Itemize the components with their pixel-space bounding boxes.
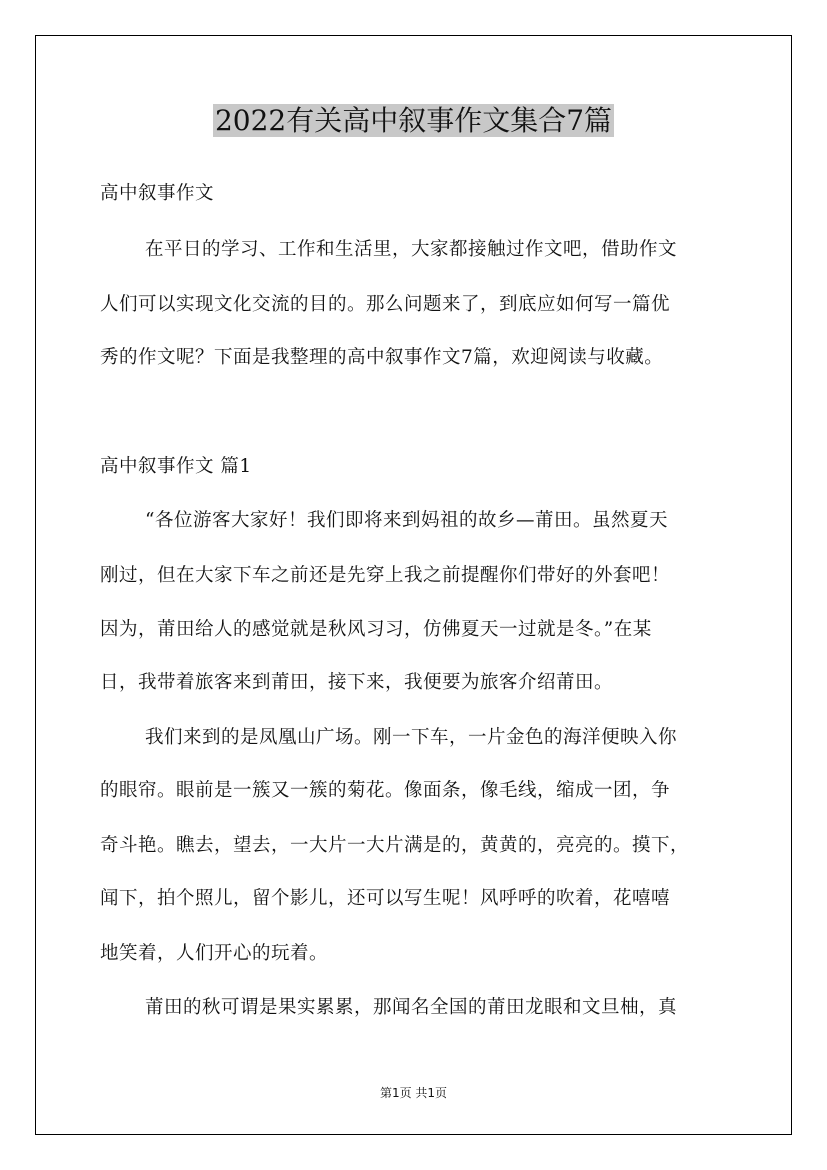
page-footer: 第1页 共1页 <box>379 1086 448 1100</box>
article-heading: 高中叙事作文 篇1 <box>100 456 252 477</box>
paragraph-line: 刚过，但在大家下车之前还是先穿上我之前提醒你们带好的外套吧！ <box>100 565 671 586</box>
intro-line: 在平日的学习、工作和生活里，大家都接触过作文吧，借助作文 <box>145 239 678 260</box>
paragraph-line: “各位游客大家好！我们即将来到妈祖的故乡—莆田。虽然夏天 <box>145 510 668 531</box>
paragraph-line: 因为，莆田给人的感觉就是秋风习习，仿佛夏天一过就是冬。”在某 <box>100 619 652 640</box>
intro-line: 人们可以实现文化交流的目的。那么问题来了，到底应如何写一篇优 <box>100 294 671 315</box>
paragraph-line: 日，我带着旅客来到莆田，接下来，我便要为旅客介绍莆田。 <box>100 672 614 693</box>
paragraph-line: 莆田的秋可谓是果实累累，那闻名全国的莆田龙眼和文旦柚，真 <box>145 997 678 1018</box>
paragraph-line: 奇斗艳。瞧去，望去，一大片一大片满是的，黄黄的，亮亮的。摸下， <box>100 835 690 856</box>
paragraph-line: 的眼帘。眼前是一簇又一簇的菊花。像面条，像毛线，缩成一团，争 <box>100 780 671 801</box>
document-title <box>0 101 827 141</box>
paragraph-line: 闻下，拍个照儿，留个影儿，还可以写生呢！风呼呼的吹着，花嘻嘻 <box>100 888 671 909</box>
document-title-text: 2022有关高中叙事作文集合7篇 <box>214 104 613 137</box>
section-heading: 高中叙事作文 <box>100 183 215 204</box>
intro-line: 秀的作文呢？下面是我整理的高中叙事作文7篇，欢迎阅读与收藏。 <box>100 347 664 368</box>
paragraph-line: 地笑着，人们开心的玩着。 <box>100 943 329 964</box>
paragraph-line: 我们来到的是凤凰山广场。刚一下车，一片金色的海洋便映入你 <box>145 727 678 748</box>
